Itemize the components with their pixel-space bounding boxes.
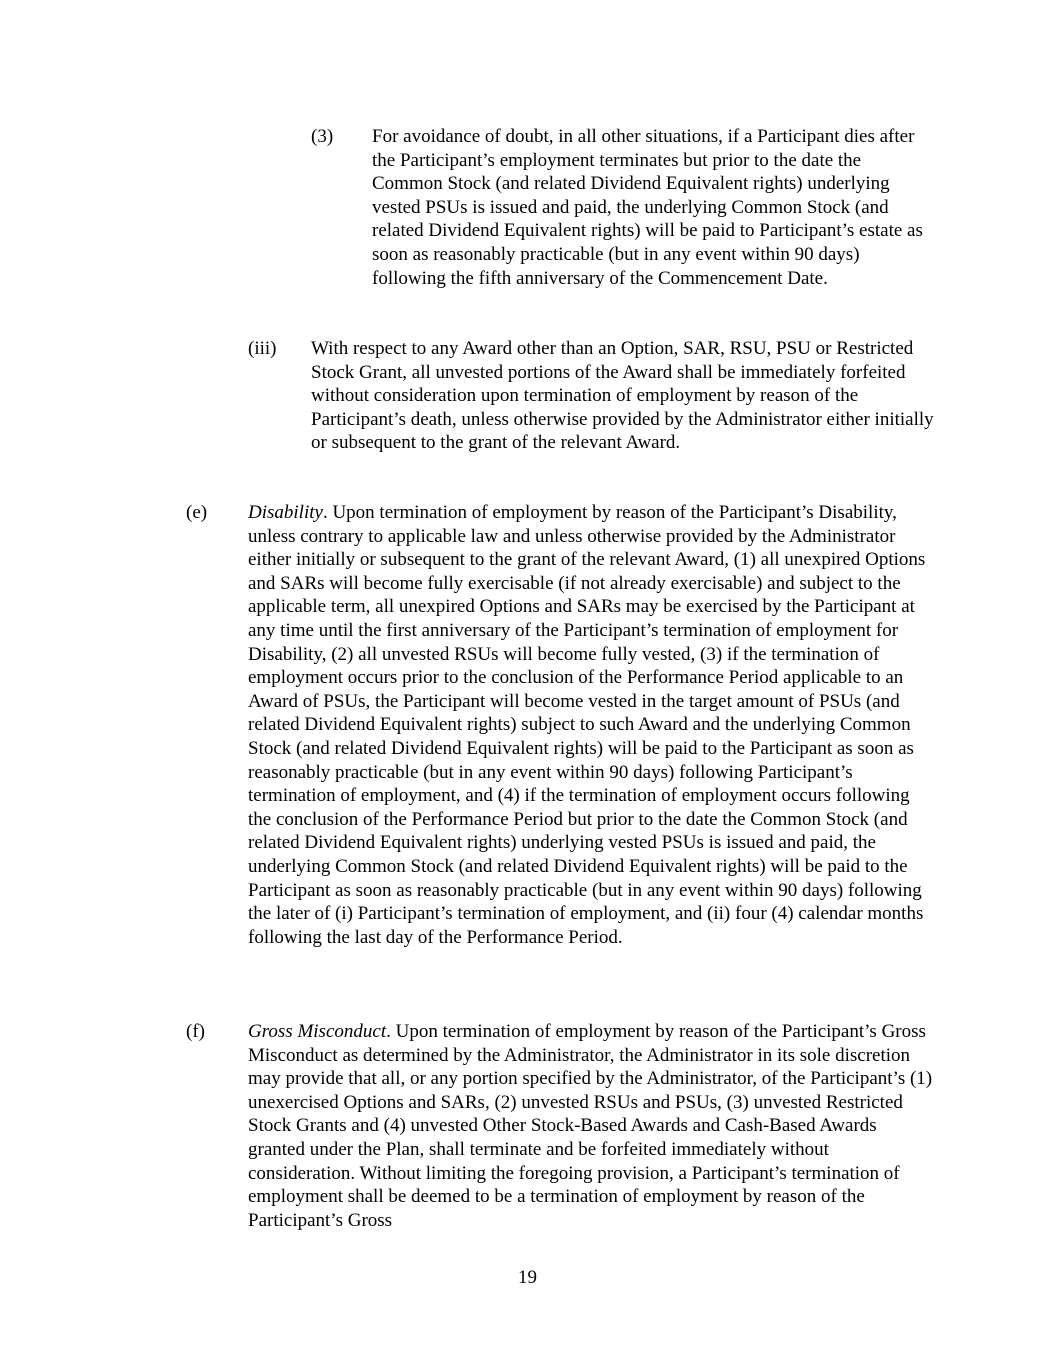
paragraph-text: For avoidance of doubt, in all other situations, if a Participant dies after the Participant’s employment terminates but prior to the date the Common Stock (and related Dividend Equivalent rights) underlying vested PSUs is issued and paid, the underlying Common Stock (and related Dividend Equivalent rights) will be paid to Participant’s estate as soon as reasonably practicable (but in any event within 90 days) following the fifth anniversary of the Commencement Date.	[372, 126, 923, 289]
paragraph-iii	[248, 337, 936, 455]
paragraph-label: (iii)	[248, 338, 277, 359]
section-e-disability	[186, 501, 936, 949]
paragraph-3	[311, 125, 936, 290]
section-label: (f)	[186, 1021, 205, 1042]
section-body: . Upon termination of employment by reason of the Participant’s Disability, unless contrary to applicable law and unless otherwise provided by the Administrator either initially or subsequent to the grant of the relevant Award, (1) all unexpired Options and SARs will become fully exercisable (if not already exercisable) and subject to the applicable term, all unexpired Options and SARs may be exercised by the Participant at any time until the first anniversary of the Participant’s termination of employment for Disability, (2) all unvested RSUs will become fully vested, (3) if the termination of employment occurs prior to the conclusion of the Performance Period applicable to an Award of PSUs, the Participant will become vested in the target amount of PSUs (and related Dividend Equivalent rights) subject to such Award and the underlying Common Stock (and related Dividend Equivalent rights) will be paid to the Participant as soon as reasonably practicable (but in any event within 90 days) following Participant’s termination of employment, and (4) if the termination of employment occurs following the conclusion of the Performance Period but prior to the date the Common Stock (and related Dividend Equivalent rights) underlying vested PSUs is issued and paid, the underlying Common Stock (and related Dividend Equivalent rights) will be paid to the Participant as soon as reasonably practicable (but in any event within 90 days) following the later of (i) Participant’s termination of employment, and (ii) four (4) calendar months following the last day of the Performance Period.	[248, 502, 926, 948]
section-label: (e)	[186, 502, 208, 523]
paragraph-label: (3)	[311, 126, 334, 147]
section-heading: Gross Misconduct	[248, 1021, 387, 1042]
section-f-gross-misconduct	[186, 1020, 936, 1232]
section-text	[248, 501, 936, 949]
section-heading: Disability	[248, 502, 323, 523]
page-number: 19	[518, 1267, 537, 1288]
section-text	[248, 1020, 936, 1232]
section-body: . Upon termination of employment by reason of the Participant’s Gross Misconduct as determined by the Administrator, the Administrator in its sole discretion may provide that all, or any portion specified by the Administrator, of the Participant’s (1) unexercised Options and SARs, (2) unvested RSUs and PSUs, (3) unvested Restricted Stock Grants and (4) unvested Other Stock-Based Awards and Cash-Based Awards granted under the Plan, shall terminate and be forfeited immediately without consideration. Without limiting the foregoing provision, a Participant’s termination of employment shall be deemed to be a termination of employment by reason of the Participant’s Gross	[248, 1021, 933, 1231]
paragraph-text: With respect to any Award other than an Option, SAR, RSU, PSU or Restricted Stock Grant, all unvested portions of the Award shall be immediately forfeited without consideration upon termination of employment by reason of the Participant’s death, unless otherwise provided by the Administrator either initially or subsequent to the grant of the relevant Award.	[311, 338, 934, 454]
